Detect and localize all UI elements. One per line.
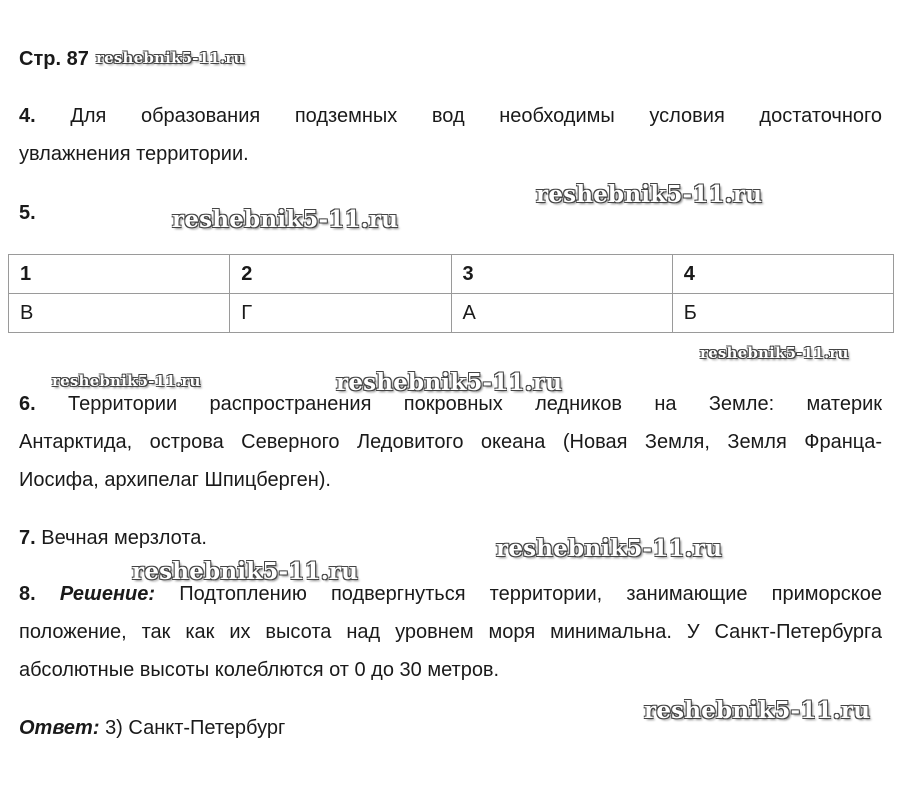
question-number: 8.	[19, 583, 36, 605]
answer-table	[8, 254, 894, 333]
question-6-line-2: Антарктида, острова Северного Ледовитого океана (Новая Земля, Земля Франца-	[19, 431, 882, 453]
answer-text: 3) Санкт-Петербург	[105, 717, 286, 739]
question-4	[19, 97, 882, 173]
question-number: 4.	[19, 105, 36, 127]
solution-label: Решение:	[59, 583, 156, 605]
table-cell: В	[9, 294, 230, 333]
watermark: reshebnik5-11.ru	[496, 535, 723, 562]
table-row	[9, 294, 894, 333]
table-header-cell: 2	[230, 255, 451, 294]
question-8-line-1: Подтоплению подвергнуться территории, занимающие приморское	[179, 583, 883, 605]
question-6	[19, 385, 882, 499]
question-4-line-1: Для образования подземных вод необходимы условия достаточного	[70, 105, 882, 127]
question-5-number: 5.	[19, 202, 36, 224]
question-4-line-2: увлажнения территории.	[19, 143, 249, 165]
page-number-text: Стр. 87	[19, 48, 89, 70]
question-7	[19, 527, 207, 550]
table-header-cell: 4	[672, 255, 893, 294]
watermark: reshebnik5-11.ru	[96, 49, 245, 67]
watermark: reshebnik5-11.ru	[700, 344, 849, 362]
question-number: 6.	[19, 393, 36, 415]
question-8-line-2: положение, так как их высота над уровнем моря минимальна. У Санкт-Петербурга	[19, 621, 882, 643]
question-number: 7.	[19, 527, 36, 549]
watermark: reshebnik5-11.ru	[336, 369, 563, 396]
watermark: reshebnik5-11.ru	[536, 181, 763, 208]
table-header-cell: 3	[451, 255, 672, 294]
watermark: reshebnik5-11.ru	[644, 697, 871, 724]
table-header-row	[9, 255, 894, 294]
question-6-line-3: Иосифа, архипелаг Шпицберген).	[19, 469, 331, 491]
question-6-line-1: Территории распространения покровных ледников на Земле: материк	[68, 393, 882, 415]
question-8	[19, 575, 882, 689]
watermark: reshebnik5-11.ru	[132, 558, 359, 585]
page-number-label	[19, 48, 89, 71]
watermark: reshebnik5-11.ru	[172, 206, 399, 233]
answer-line	[19, 717, 285, 740]
question-7-text: Вечная мерзлота.	[41, 527, 207, 549]
table-header-cell: 1	[9, 255, 230, 294]
table-cell: Г	[230, 294, 451, 333]
answer-label: Ответ:	[19, 717, 100, 739]
watermark: reshebnik5-11.ru	[52, 372, 201, 390]
question-8-line-3: абсолютные высоты колеблются от 0 до 30 метров.	[19, 659, 500, 681]
table-cell: А	[451, 294, 672, 333]
table-cell: Б	[672, 294, 893, 333]
